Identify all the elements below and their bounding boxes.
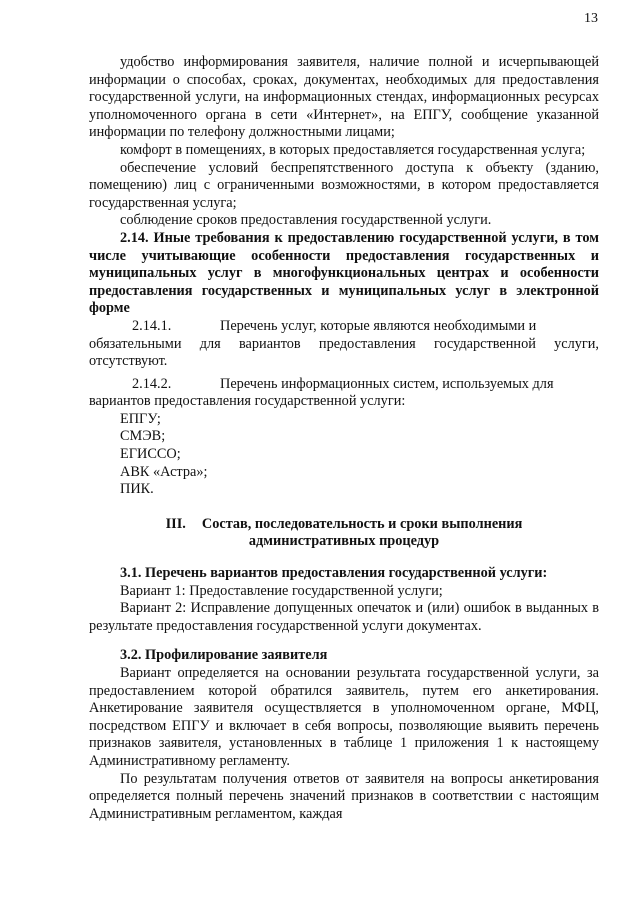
system-item-smev: СМЭВ;	[120, 428, 166, 445]
section-3-title	[89, 516, 599, 551]
system-item-avk-astra: АВК «Астра»;	[120, 463, 208, 480]
section-title-line1: Состав, последовательность и сроки выполнения	[201, 515, 523, 532]
variant-2: Вариант 2: Исправление допущенных опечаток и (или) ошибок в выданных в результате предоставления государственной услуги документах.	[89, 600, 599, 634]
paragraph-text: Перечень информационных систем, используемых для	[220, 375, 554, 392]
section-title-line2: административных процедур	[248, 533, 440, 550]
paragraph-accessibility: обеспечение условий беспрепятственного доступа к объекту (зданию, помещению) лиц с ограниченными возможностями, в котором предоставляется государственная услуга;	[89, 159, 599, 211]
paragraph-2-14-1-rest: обязательными для вариантов предоставления государственной услуги, отсутствуют.	[89, 335, 599, 370]
variant-1: Вариант 1: Предоставление государственной услуги;	[120, 582, 443, 599]
paragraph-2-14-1-first	[89, 318, 599, 336]
system-item-pik: ПИК.	[120, 481, 154, 498]
paragraph-text: Перечень услуг, которые являются необходимыми и	[220, 317, 537, 334]
heading-3-1: 3.1. Перечень вариантов предоставления государственной услуги:	[120, 565, 548, 582]
paragraph-2-14-2-rest: вариантов предоставления государственной услуги:	[89, 393, 406, 410]
paragraph-convenience: удобство информирования заявителя, наличие полной и исчерпывающей информации о способах, сроках, документах, необходимых для предоставления государственной услуги, на информационных стендах, информационных ресурсах уполномоченного органа в сети «Интернет», на ЕПГУ, сообщение указанной информации по телефону должностными лицами;	[89, 54, 599, 141]
paragraph-profiling-2: По результатам получения ответов от заявителя на вопросы анкетирования определяется полный перечень значений признаков в соответствии с настоящим Административным регламентом, каждая	[89, 770, 599, 822]
system-item-epgu: ЕПГУ;	[120, 410, 161, 427]
section-number: III.	[165, 515, 186, 532]
paragraph-profiling-1: Вариант определяется на основании результата государственной услуги, за предоставлением которой обратился заявитель, путем его анкетирования. Анкетирование заявителя осуществляется в уполномоченном органе, МФЦ, посредством ЕПГУ и включает в себя вопросы, позволяющие выявить перечень признаков заявителя, установленных в таблице 1 приложения 1 к настоящему Административному регламенту.	[89, 665, 599, 769]
paragraph-number: 2.14.2.	[132, 375, 172, 392]
paragraph-deadlines: соблюдение сроков предоставления государственной услуги.	[120, 212, 492, 229]
paragraph-number: 2.14.1.	[132, 317, 172, 334]
heading-2-14: 2.14. Иные требования к предоставлению государственной услуги, в том числе учитывающие особенности предоставления государственных и муниципальных услуг в многофункциональных центрах и особенности предоставления государственных и муниципальных услуг в электронной форме	[89, 229, 599, 317]
paragraph-2-14-2-first	[89, 376, 599, 394]
heading-3-2: 3.2. Профилирование заявителя	[120, 647, 328, 664]
paragraph-comfort: комфорт в помещениях, в которых предоставляется государственная услуга;	[120, 141, 586, 158]
page-number: 13	[584, 11, 598, 26]
system-item-egisso: ЕГИССО;	[120, 446, 181, 463]
document-body	[89, 54, 599, 823]
